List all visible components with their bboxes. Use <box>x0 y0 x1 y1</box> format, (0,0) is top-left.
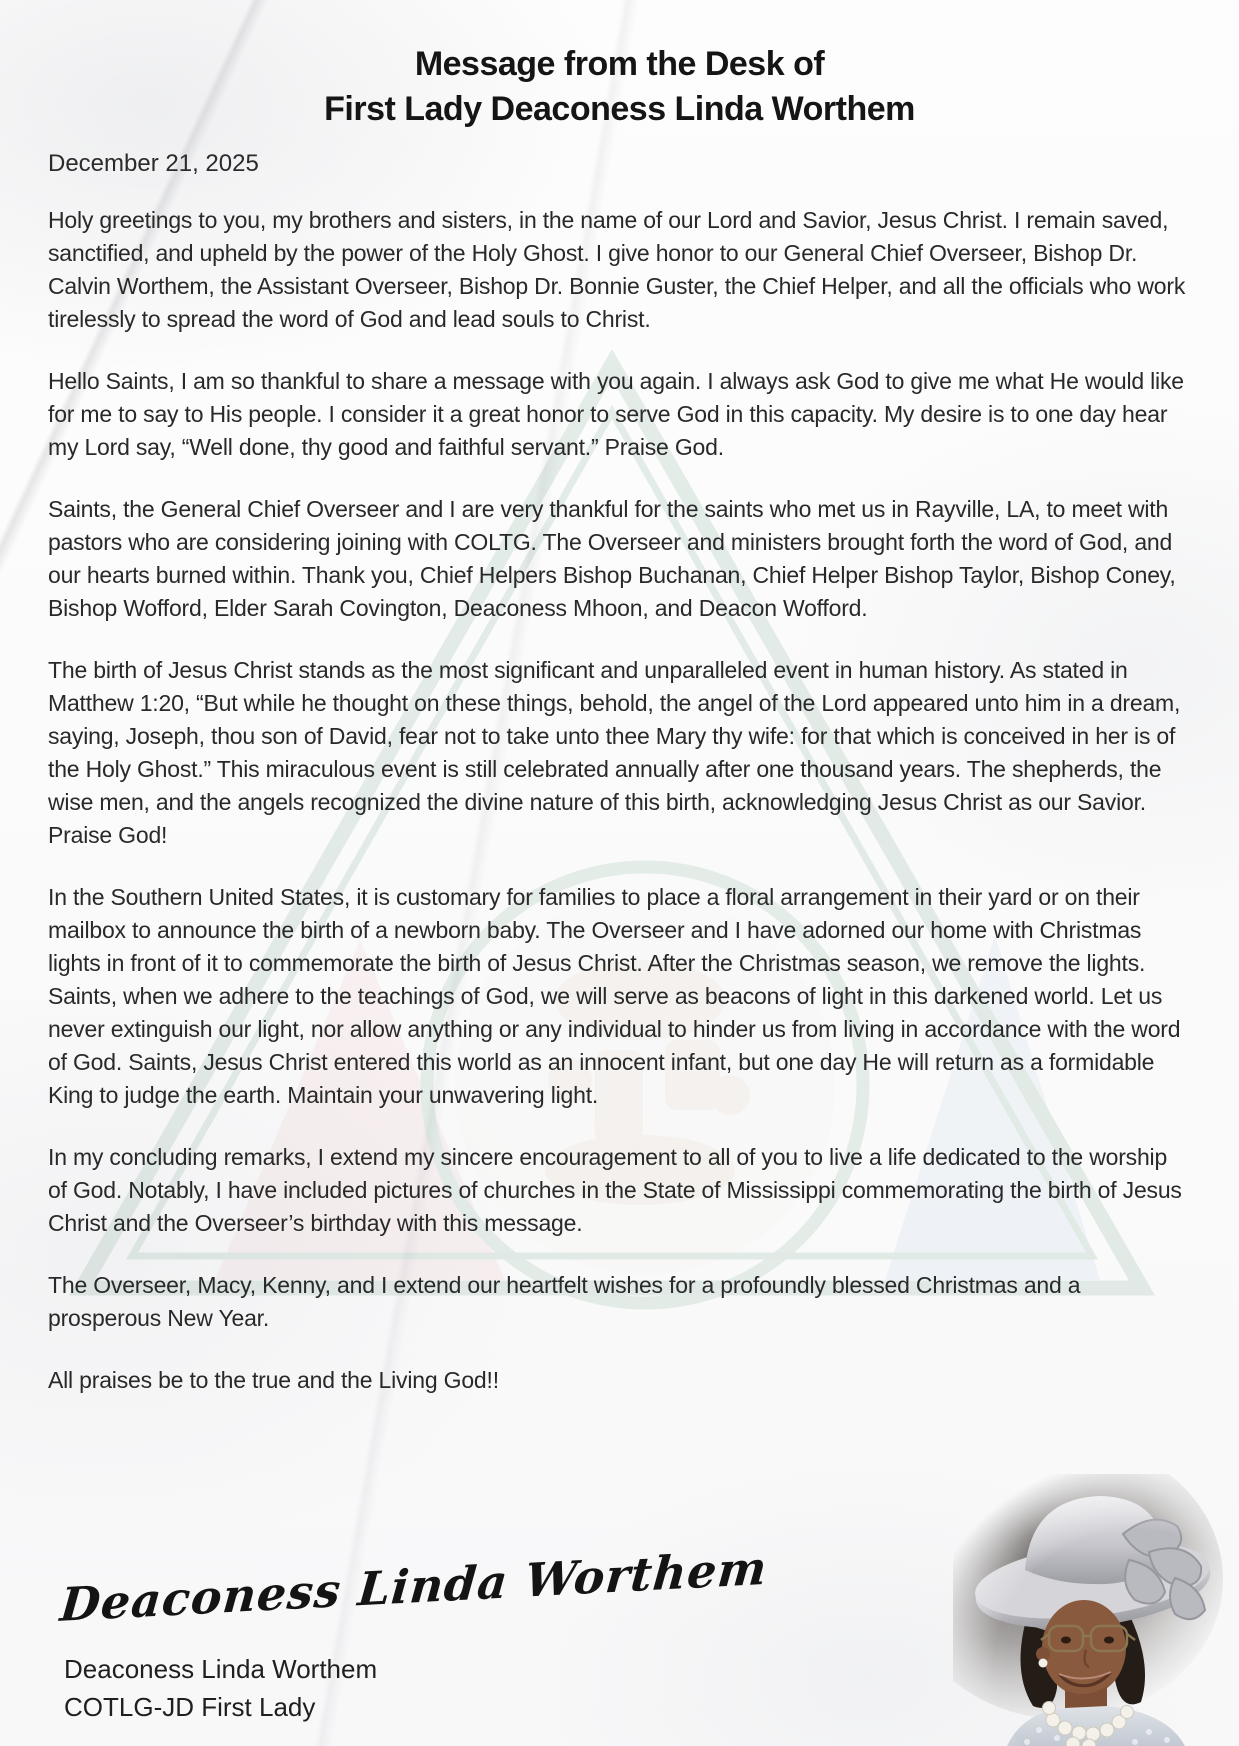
page-title-line1: Message from the Desk of <box>414 45 825 83</box>
letter-paragraph: The birth of Jesus Christ stands as the most significant and unparalleled event in human history. As stated in Matthew 1:20, “But while he thought on these things, behold, the angel of the Lord appeared unto him in a dream, saying, Joseph, thou son of David, fear not to take unto thee Mary thy wife: for that which is conceived in her is of the Holy Ghost.” This miraculous event is still celebrated annually after one thousand years. The shepherds, the wise men, and the angels recognized the divine nature of this birth, acknowledging Jesus Christ as our Savior. Praise God! <box>48 657 1181 848</box>
first-lady-portrait-graphic <box>953 1474 1239 1746</box>
letter-paragraph: All praises be to the true and the Living God!! <box>48 1367 499 1393</box>
letter-paragraph: In my concluding remarks, I extend my sincere encouragement to all of you to live a life dedicated to the worship of God. Notably, I have included pictures of churches in the State of Mississippi commemorating the birth of Jesus Christ and the Overseer’s birthday with this message. <box>48 1144 1182 1236</box>
letter-body <box>48 204 1191 1397</box>
first-lady-photo <box>953 1474 1239 1746</box>
page-title <box>0 0 1239 132</box>
signer-title: COTLG-JD First Lady <box>64 1692 316 1722</box>
letter-paragraph: The Overseer, Macy, Kenny, and I extend our heartfelt wishes for a profoundly blessed Christmas and a prosperous New Year. <box>48 1272 1081 1331</box>
letter-paragraph: Holy greetings to you, my brothers and sisters, in the name of our Lord and Savior, Jesus Christ. I remain saved, sanctified, and upheld by the power of the Holy Ghost. I give honor to our General Chief Overseer, Bishop Dr. Calvin Worthem, the Assistant Overseer, Bishop Dr. Bonnie Guster, the Chief Helper, and all the officials who work tirelessly to spread the word of God and lead souls to Christ. <box>48 207 1186 332</box>
handwritten-signature: Deaconess Linda Worthem <box>58 1540 770 1632</box>
letter-date: December 21, 2025 <box>48 150 259 177</box>
letter-paragraph: Hello Saints, I am so thankful to share a message with you again. I always ask God to give me what He would like for me to say to His people. I consider it a great honor to serve God in this capacity. My desire is to one day hear my Lord say, “Well done, thy good and faithful servant.” Praise God. <box>48 368 1184 460</box>
signer-name: Deaconess Linda Worthem <box>64 1654 378 1684</box>
page-title-line2: First Lady Deaconess Linda Worthem <box>324 90 915 128</box>
signature-block <box>58 1540 770 1726</box>
letter-paragraph: Saints, the General Chief Overseer and I are very thankful for the saints who met us in Rayville, LA, to meet with pastors who are considering joining with COLTG. The Overseer and ministers brought forth the word of God, and our hearts burned within. Thank you, Chief Helpers Bishop Buchanan, Chief Helper Bishop Taylor, Bishop Coney, Bishop Wofford, Elder Sarah Covington, Deaconess Mhoon, and Deacon Wofford. <box>48 496 1176 621</box>
letter-paragraph: In the Southern United States, it is customary for families to place a floral arrangement in their yard or on their mailbox to announce the birth of a newborn baby. The Overseer and I have adorned our home with Christmas lights in front of it to commemorate the birth of Jesus Christ. After the Christmas season, we remove the lights. Saints, when we adhere to the teachings of God, we will serve as beacons of light in this darkened world. Let us never extinguish our light, nor allow anything or any individual to hinder us from living in accordance with the word of God. Saints, Jesus Christ entered this world as an innocent infant, but one day He will return as a formidable King to judge the earth. Maintain your unwavering light. <box>48 884 1181 1108</box>
